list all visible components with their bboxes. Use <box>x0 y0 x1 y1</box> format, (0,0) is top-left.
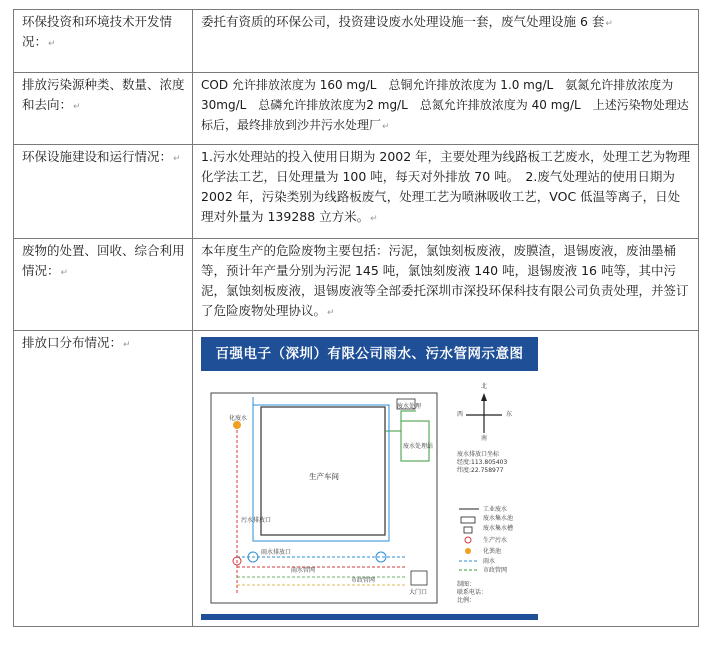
content-cell: 本年度生产的危险废物主要包括：污泥，氯蚀刻板废液，废膜渣，退锡废液，废油墨桶等，预计年产量分别为污泥 145 吨，氯蚀刻废液 140 吨，退锡废液 16 吨等，其中污泥，氯蚀刻板废液，退锡废液等全部委托深圳市深投环保科技有限公司负责处理，并签订了危险废物处理协议。↵ <box>193 239 699 331</box>
diagram-title: 百强电子（深圳）有限公司雨水、污水管网示意图 <box>201 337 538 371</box>
workshop-label: 生产车间 <box>309 472 339 481</box>
label-cell: 废物的处置、回收、综合利用情况：↵ <box>14 239 193 331</box>
treatment-label: 废水处理 <box>397 403 422 410</box>
rain-network-label: 雨水管网 <box>291 567 316 574</box>
treatment-station-label: 废水处理站 <box>403 443 434 450</box>
compass-east: 东 <box>506 411 513 418</box>
legend-label: 化粪池 <box>483 548 502 555</box>
municipal-label: 市政管网 <box>351 577 376 584</box>
label-cell: 环保投资和环境技术开发情况：↵ <box>14 10 193 73</box>
treatment-station <box>401 421 429 461</box>
diagram-bottom-bar <box>201 614 538 620</box>
label-cell: 环保设施建设和运行情况：↵ <box>14 145 193 239</box>
table-row <box>14 331 699 627</box>
content-cell: 委托有资质的环保公司，投资建设废水处理设施一套，废气处理设施 6 套↵ <box>193 10 699 73</box>
label-cell: 排放污染源种类、数量、浓度和去向：↵ <box>14 73 193 145</box>
label-cell: 排放口分布情况：↵ <box>14 331 193 627</box>
legend-tank <box>461 517 475 523</box>
outlet-info-title: 废水排放口坐标 <box>457 451 500 458</box>
compass-west: 西 <box>457 411 464 418</box>
content-cell: 1.污水处理站的投入使用日期为 2002 年，主要处理为线路板工艺废水，处理工艺为物理化学法工艺，日处理量为 100 吨，每天对外排放 70 吨。 2.废气处理站的使用日期为 2002 年，污染类别为线路板废气，处理工艺为喷淋吸收工艺，VOC 低温等离子，日处理对外量为 139288 立方米。↵ <box>193 145 699 239</box>
footer-phone: 联系电话： <box>457 589 488 596</box>
legend-label: 生产污水 <box>483 537 508 544</box>
legend-label: 市政管网 <box>483 567 508 574</box>
table-row <box>14 239 699 331</box>
footer-drafter: 制图： <box>457 581 476 588</box>
outlet-latitude: 纬度:22.758977 <box>457 467 504 474</box>
compass-north: 北 <box>481 383 488 390</box>
legend-label: 雨水 <box>483 558 496 565</box>
rain-outlet-label: 雨水排放口 <box>261 549 292 556</box>
septic-tank-marker <box>233 421 241 429</box>
legend-sewage <box>465 537 471 543</box>
legend-label: 工业废水 <box>483 506 508 513</box>
table-row <box>14 145 699 239</box>
legend-trough <box>464 527 472 533</box>
compass-south: 南 <box>481 435 488 442</box>
content-cell: COD 允许排放浓度为 160 mg/L 总铜允许排放浓度为 1.0 mg/L 氨氮允许排放浓度为 30mg/L 总磷允许排放浓度为2 mg/L 总氮允许排放浓度为 40 mg/L 上述污染物处理达标后，最终排放到沙井污水处理厂↵ <box>193 73 699 145</box>
site-boundary <box>211 393 437 603</box>
info-table <box>13 9 699 627</box>
footer-scale: 比例： <box>457 597 476 604</box>
content-cell <box>193 331 699 627</box>
legend-septic <box>465 548 471 554</box>
table-row <box>14 73 699 145</box>
compass-arrow <box>481 393 487 401</box>
sewage-outlet-label: 污水排放口 <box>241 517 272 524</box>
rain-line-top <box>253 397 389 541</box>
legend-label: 废水集水槽 <box>483 525 514 532</box>
gate-label: 大门口 <box>409 589 428 596</box>
workshop-block <box>261 407 385 535</box>
gate-block <box>411 571 427 585</box>
table-row <box>14 10 699 73</box>
septic-label: 化废水 <box>229 415 248 422</box>
legend-label: 废水集水池 <box>483 515 514 522</box>
outlet-longitude: 经度:113.805403 <box>457 459 508 466</box>
pipe-network-diagram <box>201 337 538 620</box>
